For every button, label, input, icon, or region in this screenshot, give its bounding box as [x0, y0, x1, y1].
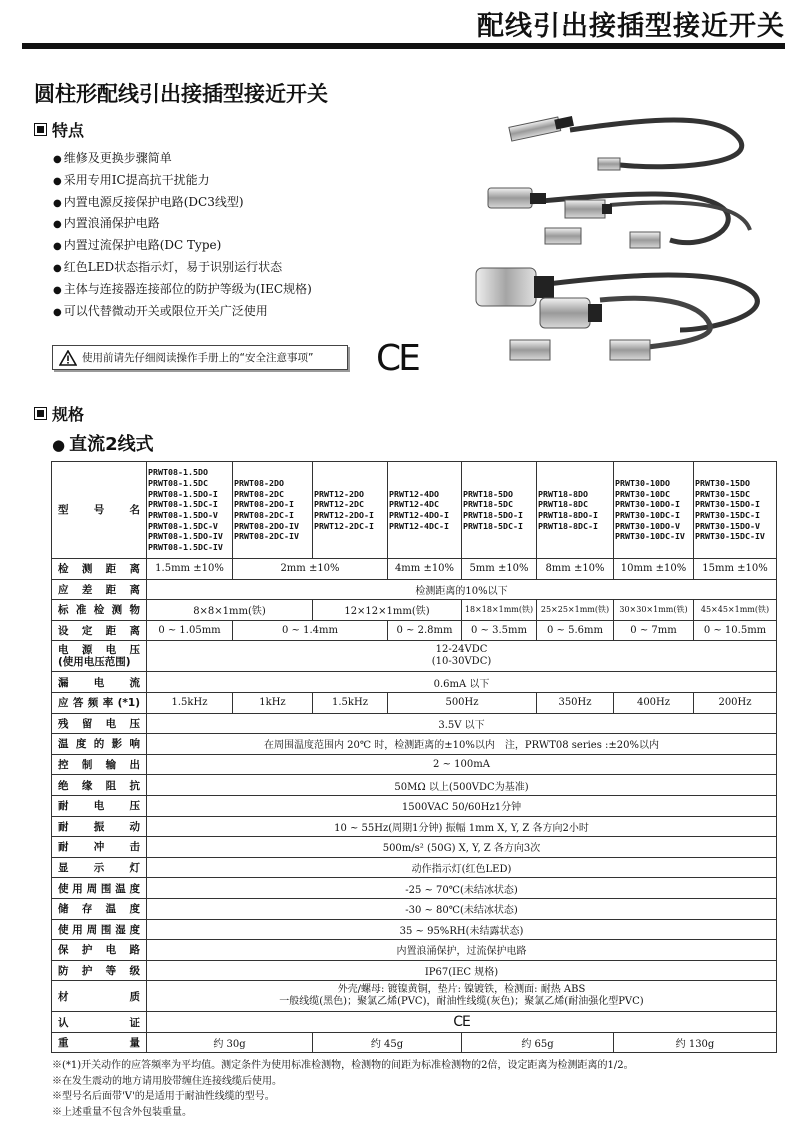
table-cell: 1.5kHz [313, 692, 388, 713]
features-list [53, 148, 312, 322]
dc-2wire-label: 直流2线式 [69, 434, 154, 455]
table-cell: 12-24VDC (10-30VDC) [147, 641, 777, 672]
row-label: 绝缘阻抗 [52, 775, 147, 796]
warning-text: 使用前请先仔细阅读操作手册上的“安全注意事项” [82, 352, 314, 364]
table-cell: 8mm ±10% [537, 559, 614, 580]
table-cell: -25 ~ 70℃(未结冰状态) [147, 878, 777, 899]
table-cell: 约 45g [313, 1032, 462, 1053]
table-row [52, 960, 777, 981]
table-cell: 2mm ±10% [233, 559, 388, 580]
row-label: 耐冲击 [52, 837, 147, 858]
product-photo [470, 100, 775, 385]
table-cell: 动作指示灯(红色LED) [147, 857, 777, 878]
table-cell: 内置浪涌保护，过流保护电路 [147, 940, 777, 961]
footnote: ※(*1)开关动作的应答频率为平均值。测定条件为使用标准检测物，检测物的间距为标准检测物的2倍，设定距离为检测距离的1/2。 [52, 1060, 634, 1071]
table-cell: 350Hz [537, 692, 614, 713]
table-cell: 10 ~ 55Hz(周期1分钟) 振幅 1mm X, Y, Z 各方向2小时 [147, 816, 777, 837]
table-cell: 35 ~ 95%RH(未结露状态) [147, 919, 777, 940]
table-row [52, 462, 777, 559]
safety-warning [52, 345, 348, 370]
table-cell: 500m/s² (50G) X, Y, Z 各方向3次 [147, 837, 777, 858]
table-row [52, 878, 777, 899]
table-row [52, 898, 777, 919]
model-cell: PRWT08-1.5DO PRWT08-1.5DC PRWT08-1.5DO-I PRWT08-1.5DC-I PRWT08-1.5DO-V PRWT08-1.5DC-V PRWT08-1.5DO-IV PRWT08-1.5DC-IV [147, 462, 233, 559]
model-cell: PRWT12-2DO PRWT12-2DC PRWT12-2DO-I PRWT12-2DC-I [313, 462, 388, 559]
header-rule [22, 43, 785, 49]
model-cell: PRWT30-15DO PRWT30-15DC PRWT30-15DO-I PRWT30-15DC-I PRWT30-15DO-V PRWT30-15DC-IV [694, 462, 777, 559]
square-bullet-icon [34, 407, 47, 420]
table-cell: 外壳/螺母: 镀镍黄铜，垫片: 镍镀铁，检测面: 耐热 ABS 一般线缆(黑色)；聚氯乙烯(PVC)，耐油性线缆(灰色)；聚氯乙烯(耐油强化型PVC) [147, 981, 777, 1012]
row-label: 显示灯 [52, 857, 147, 878]
table-row [52, 692, 777, 713]
table-cell: 200Hz [694, 692, 777, 713]
table-cell: 在周围温度范围内 20℃ 时，检测距离的±10%以内 注，PRWT08 series :±20%以内 [147, 734, 777, 755]
spec-heading-label: 规格 [52, 405, 85, 424]
row-label: 使用周围湿度 [52, 919, 147, 940]
table-row [52, 919, 777, 940]
list-item: ● 可以代替微动开关或限位开关广泛使用 [53, 301, 312, 323]
model-cell: PRWT18-5DO PRWT18-5DC PRWT18-5DO-I PRWT18-5DC-I [462, 462, 537, 559]
table-cell: 4mm ±10% [388, 559, 462, 580]
table-cell: 1500VAC 50/60Hz1分钟 [147, 795, 777, 816]
list-item: ● 维修及更换步骤简单 [53, 148, 312, 170]
features-heading-label: 特点 [52, 121, 85, 140]
table-cell: 1.5mm ±10% [147, 559, 233, 580]
row-label: 耐振动 [52, 816, 147, 837]
model-cell: PRWT12-4DO PRWT12-4DC PRWT12-4DO-I PRWT12-4DC-I [388, 462, 462, 559]
spec-table [51, 461, 777, 1053]
row-label: 残留电压 [52, 713, 147, 734]
row-label: 应答频率(*1) [52, 692, 147, 713]
table-row [52, 981, 777, 1012]
page-title: 圆柱形配线引出接插型接近开关 [34, 82, 328, 106]
table-row [52, 775, 777, 796]
table-row [52, 857, 777, 878]
dc-2wire-heading [52, 430, 154, 456]
row-label: 控制输出 [52, 754, 147, 775]
table-cell: 0 ~ 1.4mm [233, 620, 388, 641]
table-row [52, 940, 777, 961]
table-cell: 45×45×1mm(铁) [694, 600, 777, 621]
footnote: ※在发生震动的地方请用胶带缠住连接线缆后使用。 [52, 1075, 282, 1087]
row-label: 使用周围温度 [52, 878, 147, 899]
table-row [52, 600, 777, 621]
table-cell: 0 ~ 3.5mm [462, 620, 537, 641]
header-title: 配线引出接插型接近开关 [477, 11, 785, 42]
footnote: ※上述重量不包含外包装重量。 [52, 1106, 192, 1118]
row-label: 认证 [52, 1012, 147, 1033]
footnotes [52, 1058, 634, 1120]
row-label: 耐电压 [52, 795, 147, 816]
table-cell: 约 30g [147, 1032, 313, 1053]
table-row [52, 620, 777, 641]
table-row [52, 1012, 777, 1033]
table-cell: 15mm ±10% [694, 559, 777, 580]
table-cell: 50MΩ 以上(500VDC为基准) [147, 775, 777, 796]
table-cell: 0 ~ 1.05mm [147, 620, 233, 641]
table-cell: 500Hz [388, 692, 537, 713]
table-row [52, 816, 777, 837]
list-item: ● 内置电源反接保护电路(DC3线型) [53, 192, 312, 214]
warning-triangle-icon [59, 350, 77, 366]
table-row [52, 754, 777, 775]
table-cell: 0 ~ 7mm [614, 620, 694, 641]
table-cell: 检测距离的10%以下 [147, 579, 777, 600]
spec-heading [34, 402, 84, 425]
table-cell: 1kHz [233, 692, 313, 713]
model-cell: PRWT18-8DO PRWT18-8DC PRWT18-8DO-I PRWT18-8DC-I [537, 462, 614, 559]
table-cell: 8×8×1mm(铁) [147, 600, 313, 621]
row-label: 温度的影响 [52, 734, 147, 755]
table-cell: 18×18×1mm(铁) [462, 600, 537, 621]
row-label: 电源电压 (使用电压范围) [52, 641, 147, 672]
features-heading [34, 118, 84, 141]
row-label: 防护等级 [52, 960, 147, 981]
table-row [52, 713, 777, 734]
row-label: 标准检测物 [52, 600, 147, 621]
model-cell: PRWT30-10DO PRWT30-10DC PRWT30-10DO-I PRWT30-10DC-I PRWT30-10DO-V PRWT30-10DC-IV [614, 462, 694, 559]
table-row [52, 641, 777, 672]
table-cell: 12×12×1mm(铁) [313, 600, 462, 621]
list-item: ● 采用专用IC提高抗干扰能力 [53, 170, 312, 192]
table-cell: 400Hz [614, 692, 694, 713]
list-item: ● 内置浪涌保护电路 [53, 213, 312, 235]
list-item: ● 内置过流保护电路(DC Type) [53, 235, 312, 257]
table-cell [147, 1012, 777, 1033]
row-label: 材质 [52, 981, 147, 1012]
row-label: 应差距离 [52, 579, 147, 600]
row-label: 检测距离 [52, 559, 147, 580]
row-label: 储存温度 [52, 898, 147, 919]
table-row [52, 734, 777, 755]
table-cell: 0 ~ 10.5mm [694, 620, 777, 641]
table-row [52, 795, 777, 816]
table-cell: 2 ~ 100mA [147, 754, 777, 775]
table-cell: 30×30×1mm(铁) [614, 600, 694, 621]
table-cell: 25×25×1mm(铁) [537, 600, 614, 621]
table-cell: 约 65g [462, 1032, 614, 1053]
list-item: ● 主体与连接器连接部位的防护等级为(IEC规格) [53, 279, 312, 301]
ce-mark-icon: CE [453, 1014, 470, 1031]
ce-mark-icon: CE [376, 338, 418, 379]
table-row [52, 837, 777, 858]
list-item: ● 红色LED状态指示灯，易于识别运行状态 [53, 257, 312, 279]
model-label: 型 号 名 [52, 462, 147, 559]
table-cell: 5mm ±10% [462, 559, 537, 580]
table-cell: 10mm ±10% [614, 559, 694, 580]
table-cell: IP67(IEC 规格) [147, 960, 777, 981]
row-label: 重量 [52, 1032, 147, 1053]
table-row [52, 1032, 777, 1053]
table-row [52, 559, 777, 580]
model-cell: PRWT08-2DO PRWT08-2DC PRWT08-2DO-I PRWT08-2DC-I PRWT08-2DO-IV PRWT08-2DC-IV [233, 462, 313, 559]
table-cell: 0 ~ 5.6mm [537, 620, 614, 641]
table-cell: 0.6mA 以下 [147, 672, 777, 693]
row-label: 漏电流 [52, 672, 147, 693]
table-row [52, 672, 777, 693]
table-cell: 3.5V 以下 [147, 713, 777, 734]
table-cell: 0 ~ 2.8mm [388, 620, 462, 641]
round-bullet-icon: ● [52, 436, 66, 454]
row-label: 保护电路 [52, 940, 147, 961]
table-cell: 1.5kHz [147, 692, 233, 713]
table-cell: 约 130g [614, 1032, 777, 1053]
square-bullet-icon [34, 123, 47, 136]
footnote: ※型号名后面带'V'的是适用于耐油性线缆的型号。 [52, 1091, 275, 1102]
table-row [52, 579, 777, 600]
row-label: 设定距离 [52, 620, 147, 641]
table-cell: -30 ~ 80℃(未结冰状态) [147, 898, 777, 919]
